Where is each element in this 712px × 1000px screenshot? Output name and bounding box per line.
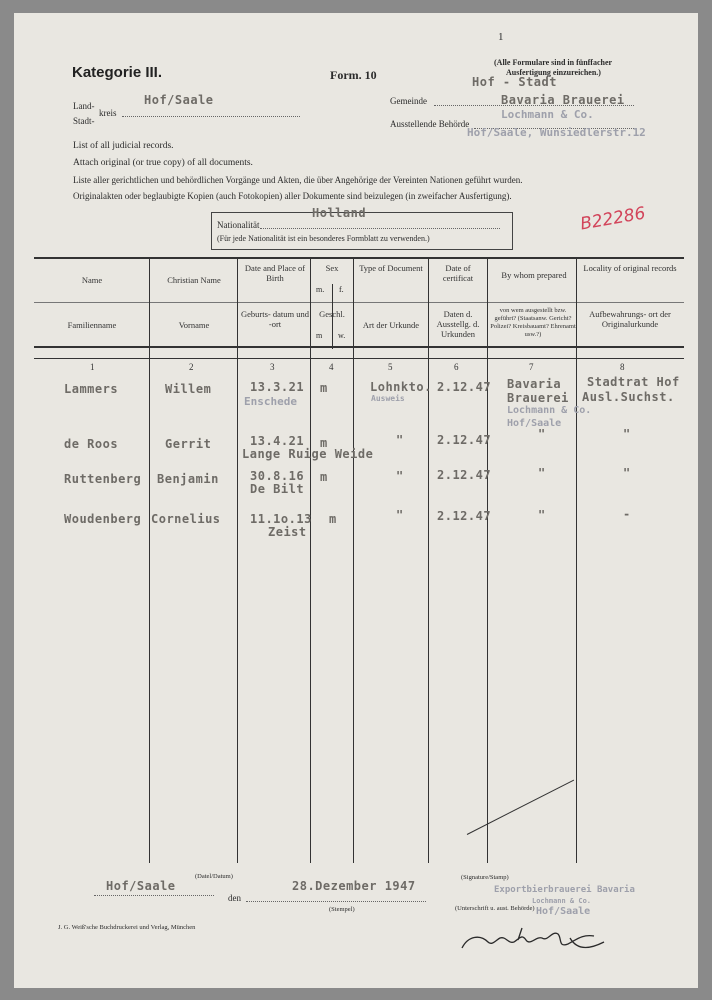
landkreis-underline	[122, 116, 300, 117]
row-birth-place: Zeist	[268, 525, 307, 539]
row-birth-date: 13.3.21	[250, 380, 305, 394]
table-top-rule	[34, 257, 684, 259]
col-divider-3	[310, 258, 311, 863]
row-by-whom: "	[538, 466, 546, 480]
instruction-3: Liste aller gerichtlichen und behördlichen Vorgänge und Akten, die über Angehörige der Vereinten Nationen geführt wurden.	[73, 175, 523, 185]
col-header-first-de: Vorname	[178, 320, 210, 330]
row-sex: m	[320, 381, 328, 395]
row-locality: "	[623, 427, 631, 441]
behoerde-line1: Bavaria Brauerei	[501, 93, 625, 107]
row-sex: m	[320, 436, 328, 450]
row-locality: Stadtrat Hof	[587, 375, 680, 389]
page-number: 1	[498, 31, 504, 43]
handwritten-reference: B22286	[578, 203, 647, 235]
row-birth-date: 30.8.16	[250, 469, 305, 483]
copies-note-1: (Alle Formulare sind in fünffacher	[494, 58, 613, 67]
col-divider-2	[237, 258, 238, 863]
col-divider-4	[353, 258, 354, 863]
signature-label-de: (Unterschrift u. aust. Behörde)	[455, 905, 535, 912]
form-paper	[14, 13, 698, 988]
company-stamp-line1: Exportbierbrauerei Bavaria	[494, 885, 635, 895]
col-divider-1	[149, 258, 150, 863]
row-sex: m	[329, 512, 337, 526]
col-divider-5	[428, 258, 429, 863]
table-header-divider	[34, 302, 684, 303]
copies-note-2: Ausfertigung einzureichen.)	[506, 68, 601, 77]
sex-sub-f-de: w.	[338, 331, 346, 340]
row-birth-place: Lange Ruige Weide	[242, 447, 374, 461]
col-header-birth-de: Geburts- datum und -ort	[241, 309, 309, 329]
row-date: 2.12.47	[437, 433, 492, 447]
footer-den: den	[228, 893, 241, 903]
row-first-name: Cornelius	[151, 512, 221, 526]
col-num-1: 1	[90, 362, 95, 372]
gemeinde-value: Hof - Stadt	[472, 75, 557, 89]
row-doc-type: "	[396, 508, 404, 522]
row-doc-type: "	[396, 433, 404, 447]
handwritten-signature	[458, 918, 608, 958]
row-surname: Lammers	[64, 382, 119, 396]
col-divider-7	[576, 258, 577, 863]
col-header-date-de: Daten d. Ausstellg. d. Urkunden	[436, 309, 480, 339]
row-by-whom: "	[538, 427, 546, 441]
gemeinde-label: Gemeinde	[390, 96, 427, 106]
behoerde-label: Ausstellende Behörde	[390, 119, 470, 129]
row-birth-place: De Bilt	[250, 482, 305, 496]
row-date: 2.12.47	[437, 468, 492, 482]
row-sex: m	[320, 470, 328, 484]
row-locality-2: Ausl.Suchst.	[582, 390, 675, 404]
row-first-name: Benjamin	[157, 472, 219, 486]
row-surname: Woudenberg	[64, 512, 142, 526]
col-header-loc-en: Locality of original records	[583, 263, 677, 273]
row-locality: "	[623, 466, 631, 480]
row-doc-type: "	[396, 469, 404, 483]
landkreis-value: Hof/Saale	[144, 93, 214, 107]
nationality-note: (Für jede Nationalität ist ein besonderes Formblatt zu verwenden.)	[217, 234, 430, 243]
table-header-bottom-rule	[34, 346, 684, 348]
row-birth-date: 11.1o.13	[250, 512, 312, 526]
instruction-1: List of all judicial records.	[73, 141, 174, 151]
landkreis-label-top: Land-	[73, 101, 95, 111]
footer-date: 28.Dezember 1947	[292, 879, 416, 893]
instruction-4: Originalakten oder beglaubigte Kopien (auch Fotokopien) aller Dokumente sind beizulegen (in zweifacher Ausfertigung).	[73, 191, 512, 201]
row-date: 2.12.47	[437, 380, 492, 394]
category-title: Kategorie III.	[72, 64, 163, 81]
printer-imprint: J. G. Weiß'sche Buchdruckerei und Verlag, München	[58, 924, 196, 931]
col-divider-6	[487, 258, 488, 863]
row-date: 2.12.47	[437, 509, 492, 523]
signature-slash-line	[467, 780, 574, 835]
col-num-3: 3	[270, 362, 275, 372]
col-header-by-en: By whom prepared	[501, 270, 567, 280]
col-num-6: 6	[454, 362, 459, 372]
row-by-whom: Bavaria	[507, 377, 562, 391]
row-locality: -	[623, 507, 631, 521]
row-doc-type: Lohnkto.	[370, 380, 432, 394]
col-header-sex-en: Sex	[325, 263, 339, 273]
col-header-sex-de: Geschl.	[319, 309, 345, 319]
form-number: Form. 10	[330, 68, 377, 82]
sex-sub-m-de: m	[316, 331, 323, 340]
row-by-whom-2: Brauerei	[507, 391, 569, 405]
sex-sub-m-en: m.	[316, 285, 325, 294]
col-header-type-en: Type of Document	[359, 263, 423, 273]
sex-sub-f-en: f.	[339, 285, 344, 294]
place-label: (Datel/Datum)	[195, 873, 233, 880]
company-stamp-line3: Hof/Saale	[536, 906, 591, 917]
row-by-whom-3: Lochmann & Co.	[507, 405, 592, 416]
stempel-label: (Stempel)	[329, 906, 355, 913]
table-number-rule	[34, 358, 684, 359]
col-header-first-en: Christian Name	[167, 275, 221, 285]
row-surname: Ruttenberg	[64, 472, 142, 486]
col-num-8: 8	[620, 362, 625, 372]
footer-place: Hof/Saale	[106, 879, 176, 893]
nationality-value: Holland	[312, 206, 367, 220]
nationality-label: Nationalität	[217, 220, 260, 230]
col-header-loc-de: Aufbewahrungs- ort der Originalurkunde	[589, 309, 671, 329]
col-header-birth-en: Date and Place of Birth	[244, 263, 306, 283]
col-num-2: 2	[189, 362, 194, 372]
col-num-7: 7	[529, 362, 534, 372]
col-header-name-en: Name	[81, 275, 103, 285]
row-doc-type-2: Ausweis	[371, 394, 405, 403]
row-first-name: Gerrit	[165, 437, 212, 451]
row-by-whom: "	[538, 508, 546, 522]
landkreis-label-suffix: kreis	[99, 108, 117, 118]
row-surname: de Roos	[64, 437, 119, 451]
date-underline	[246, 901, 426, 902]
company-stamp-line2: Lochmann & Co.	[532, 897, 592, 905]
row-first-name: Willem	[165, 382, 212, 396]
signature-label: (Signature/Stamp)	[461, 874, 509, 881]
behoerde-line3: Hof/Saale, Wunsiedlerstr.12	[467, 126, 646, 139]
landkreis-label-bottom: Stadt-	[73, 116, 95, 126]
col-num-4: 4	[329, 362, 334, 372]
row-by-whom-4: Hof/Saale	[507, 418, 562, 429]
instruction-2: Attach original (or true copy) of all documents.	[73, 158, 253, 168]
behoerde-line2: Lochmann & Co.	[501, 108, 594, 121]
col-header-date-en: Date of certificat	[442, 263, 474, 283]
row-birth-place: Enschede	[244, 395, 297, 408]
nationality-underline	[260, 228, 500, 229]
row-birth-date: 13.4.21	[250, 434, 305, 448]
place-underline	[94, 895, 214, 896]
col-header-name-de: Familienname	[67, 320, 117, 330]
col-header-by-de: von wem ausgestellt bzw. geführt? (Staatsanw. Gericht? Polizei? Kreisbauamt? Ehrenamt usw.?)	[490, 307, 576, 338]
col-header-type-de: Art der Urkunde	[362, 320, 420, 330]
col-num-5: 5	[388, 362, 393, 372]
